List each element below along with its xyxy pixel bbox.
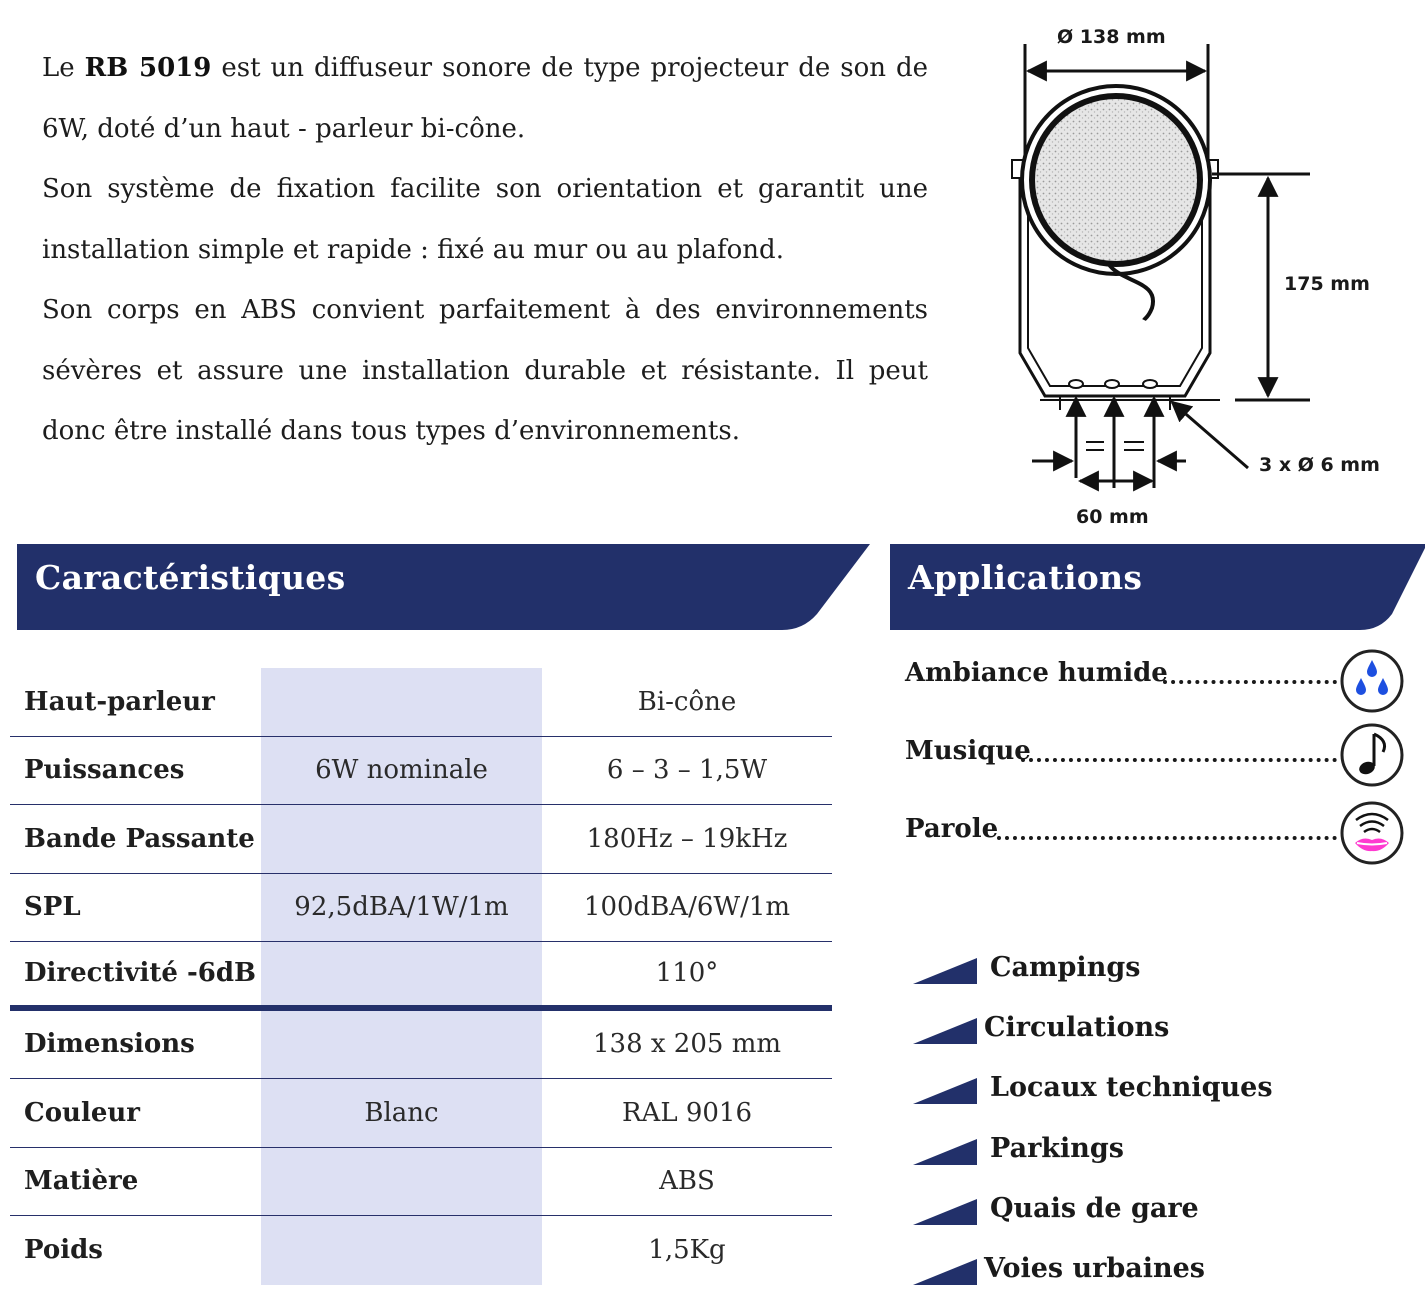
specifications-table xyxy=(10,668,832,1285)
spec-value: 6 – 3 – 1,5W xyxy=(606,755,768,786)
spec-name: Couleur xyxy=(24,1097,140,1128)
table-row xyxy=(10,1148,832,1217)
environment-item-music xyxy=(905,722,1405,788)
table-row xyxy=(10,737,832,806)
spec-name: Puissances xyxy=(24,755,185,786)
intro-rest: est un diffuseur sonore de type projecteur de son de 6W, doté d’un haut - parleur bi-cône. xyxy=(42,53,929,144)
table-row xyxy=(10,1079,832,1148)
dotted-leader xyxy=(1163,678,1337,684)
table-row xyxy=(10,668,832,737)
spec-value: 1,5Kg xyxy=(648,1235,726,1266)
spec-mid-value: Blanc xyxy=(364,1097,439,1128)
characteristics-title: Caractéristiques xyxy=(35,558,346,597)
spec-name: Dimensions xyxy=(24,1029,195,1060)
use-label: Voies urbaines xyxy=(984,1253,1206,1284)
pennant-icon xyxy=(913,1259,979,1287)
holes-dimension-label: 3 x Ø 6 mm xyxy=(1259,454,1380,476)
pennant-icon xyxy=(913,1139,979,1167)
model-name: RB 5019 xyxy=(84,53,212,83)
intro-prefix: Le xyxy=(42,53,85,83)
intro-paragraph-1 xyxy=(42,38,928,159)
spec-value: 180Hz – 19kHz xyxy=(586,823,788,854)
height-dimension-label: 175 mm xyxy=(1284,273,1370,295)
speech-lips-icon xyxy=(1339,800,1405,866)
environment-label: Ambiance humide xyxy=(905,658,1168,688)
spec-value: 110° xyxy=(655,958,719,989)
applications-title: Applications xyxy=(908,558,1143,597)
intro-description xyxy=(42,38,928,462)
intro-paragraph-2: Son système de fixation facilite son orientation et garantit une installation simple et rapide : fixé au mur ou au plafond. xyxy=(42,174,928,265)
spec-name: Poids xyxy=(24,1235,103,1266)
use-item-campings xyxy=(913,952,1333,992)
spacing-dimension-label: 60 mm xyxy=(1076,506,1149,528)
environment-item-speech xyxy=(905,800,1405,866)
use-item-urban-roads xyxy=(913,1253,1333,1293)
characteristics-header xyxy=(17,544,873,630)
environment-label: Musique xyxy=(905,736,1031,766)
spec-value: RAL 9016 xyxy=(621,1097,753,1128)
applications-header xyxy=(890,544,1425,630)
table-row xyxy=(10,1216,832,1285)
table-row xyxy=(10,942,832,1011)
table-row xyxy=(10,1011,832,1080)
spec-mid-value: 6W nominale xyxy=(315,755,488,786)
use-item-technical-rooms xyxy=(913,1072,1333,1112)
dotted-leader xyxy=(997,834,1337,840)
intro-paragraph-3: Son corps en ABS convient parfaitement à des environnements sévères et assure une installation durable et résistante. Il peut donc être installé dans tous types d’environnements. xyxy=(42,295,928,446)
speaker-technical-drawing xyxy=(1000,18,1420,538)
spec-name: Matière xyxy=(24,1166,139,1197)
spec-value: 138 x 205 mm xyxy=(592,1029,782,1060)
dotted-leader xyxy=(1021,756,1337,762)
pennant-icon xyxy=(913,1078,979,1106)
spec-value: 100dBA/6W/1m xyxy=(583,892,791,923)
pennant-icon xyxy=(913,1199,979,1227)
spec-name: Bande Passante xyxy=(24,823,255,854)
use-item-parkings xyxy=(913,1133,1333,1173)
environment-item-humid xyxy=(905,648,1405,714)
use-label: Locaux techniques xyxy=(990,1072,1273,1103)
use-item-circulations xyxy=(913,1012,1333,1052)
spec-name: Directivité -6dB xyxy=(24,958,257,989)
water-drops-icon xyxy=(1339,648,1405,714)
music-note-icon xyxy=(1339,722,1405,788)
table-row xyxy=(10,805,832,874)
spec-mid-value: 92,5dBA/1W/1m xyxy=(294,892,509,923)
use-label: Quais de gare xyxy=(990,1193,1199,1224)
spec-name: Haut-parleur xyxy=(24,686,215,717)
use-label: Parkings xyxy=(990,1133,1124,1164)
diameter-dimension-label: Ø 138 mm xyxy=(1057,26,1166,48)
pennant-icon xyxy=(913,958,979,986)
use-label: Circulations xyxy=(984,1012,1170,1043)
pennant-icon xyxy=(913,1018,979,1046)
spec-name: SPL xyxy=(24,892,81,923)
spec-value: Bi-cône xyxy=(637,686,737,717)
table-row xyxy=(10,874,832,943)
use-label: Campings xyxy=(990,952,1141,983)
use-item-train-platforms xyxy=(913,1193,1333,1233)
environment-label: Parole xyxy=(905,814,999,844)
spec-value: ABS xyxy=(659,1166,715,1197)
